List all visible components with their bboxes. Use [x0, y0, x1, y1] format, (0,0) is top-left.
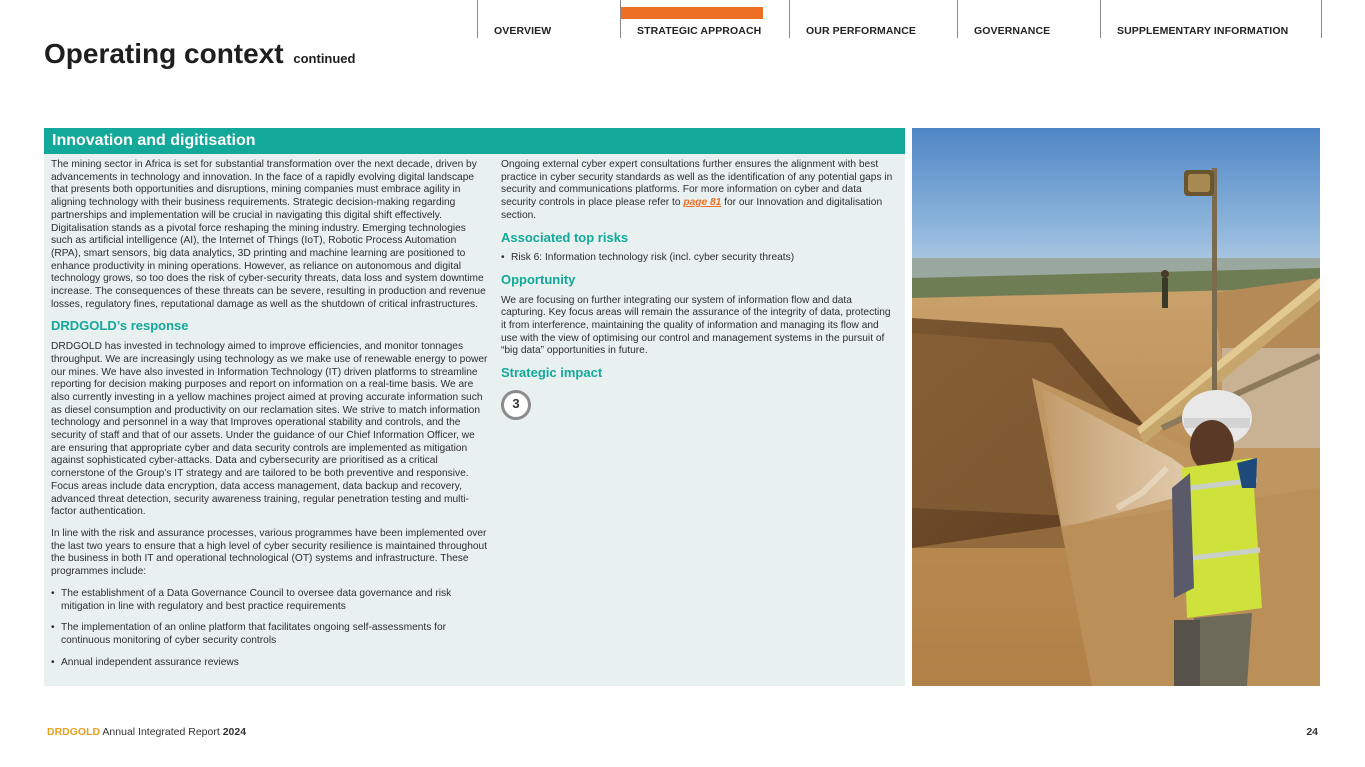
strategic-impact-heading: Strategic impact [501, 365, 603, 381]
tab-governance-label: GOVERNANCE [974, 25, 1051, 37]
footer-report-title [47, 726, 246, 738]
list-item: • The establishment of a Data Governance Council to oversee data governance and risk mitigation in line with regulatory and best practice requirements [51, 588, 488, 613]
tab-overview[interactable] [477, 0, 620, 38]
risk-item: • Risk 6: Information technology risk (incl. cyber security threats) [501, 252, 896, 265]
page-title [44, 38, 355, 70]
left-column [51, 159, 488, 678]
strategic-impact-badge[interactable]: 3 [501, 390, 531, 420]
top-navigation [477, 0, 1322, 38]
tab-our-performance-label: OUR PERFORMANCE [806, 25, 917, 37]
right-column [501, 159, 896, 420]
cyber-text-after: for our Innovation and digitalisation section. [501, 197, 883, 221]
nav-divider [1321, 0, 1322, 38]
panel-heading: Innovation and digitisation [44, 128, 905, 154]
tab-supplementary-information[interactable] [1100, 0, 1321, 38]
footer-year: 2024 [222, 726, 247, 738]
mine-worker-photo [912, 128, 1320, 686]
response-heading: DRDGOLD’s response [51, 318, 189, 334]
page-title-text: Operating context [44, 38, 284, 69]
page-title-suffix: continued [293, 51, 356, 66]
mine-photo-illustration [912, 128, 1320, 686]
cyber-paragraph [501, 159, 896, 223]
page-number: 24 [1306, 726, 1318, 738]
tab-strategic-approach[interactable] [620, 0, 776, 38]
list-item: • The implementation of an online platform that facilitates ongoing self-assessments for continuous monitoring of cyber security controls [51, 622, 488, 647]
risks-heading: Associated top risks [501, 229, 629, 245]
response-paragraph-1: DRDGOLD has invested in technology aimed to improve efficiencies, and monitor tonnages throughput. We are increasingly using technology as we make use of renewable energy to power our mines. We have also invested in Information Technology (IT) driven platforms to streamline reporting for decision making purposes and report on information on a real-time basis. We are also currently investing in a yellow machines project aimed at proving accurate information such as diesel consumption and productivity on our reclamation sites. We strive to match information technology and personnel in a way that Improves operational stability and controls, and the security of staff and that of our assets. Under the guidance of our Chief Information Officer, we are ensuring that appropriate cyber and data security controls are implemented as mitigation against sophisticated cyber-attacks. Data and cybersecurity are prioritised as a critical cornerstone of the Group’s IT strategy and are tailored to be both preventive and responsive. Focus areas include data encryption, data access management, data backup and recovery, advanced threat detection, security awareness training, regular penetration testing and multi-factor authentication. [51, 341, 488, 518]
innovation-panel [44, 128, 905, 686]
intro-paragraph: The mining sector in Africa is set for substantial transformation over the next decade, driven by advancements in technology and innovation. In the face of a rapidly evolving digital landscape that presents both opportunities and disruptions, mining companies must embrace agility in aligning technology with their business requirements. Strategic decision-making regarding partnerships and implementation will be crucial in navigating this digital shift effectively. Digitalisation stands as a pivotal force reshaping the mining industry. Emerging technologies such as artificial intelligence (AI), the Internet of Things (IoT), Robotic Process Automation (RPA), smart sensors, big data analytics, 3D printing and machine learning are positioned to enhance productivity in mining operations. However, as reliance on autonomous and digital technology grows, so too does the risk of cyber-security threats, data loss and system downtime increase. The consequences of these threats can be severe, resulting in production and revenue losses, regulatory fines, reputational damage as well as the shutdown of critical infrastructures. [51, 159, 486, 310]
cyber-text-before: Ongoing external cyber expert consultations further ensures the alignment with best practice in cyber security standards as well as the identification of any potential gaps in security and communications platforms. For more information on cyber and data security controls in place please refer to [501, 159, 893, 209]
active-tab-indicator [621, 7, 763, 19]
opportunity-heading: Opportunity [501, 271, 576, 287]
footer-report-name: Annual Integrated Report [100, 726, 223, 738]
tab-governance[interactable] [957, 0, 1100, 38]
opportunity-paragraph: We are focusing on further integrating our system of information flow and data capturing. Key focus areas will remain the assurance of the integrity of data, protecting it from interference, maintaining the quality of information and managing its flow and use with the view of optimising our control and management systems in the pursuit of “big data” opportunities in future. [501, 294, 891, 357]
tab-supplementary-information-label: SUPPLEMENTARY INFORMATION [1117, 25, 1289, 37]
tab-our-performance[interactable] [789, 0, 957, 38]
tab-overview-label: OVERVIEW [494, 25, 552, 37]
tab-strategic-approach-label: STRATEGIC APPROACH [637, 25, 762, 37]
list-item: • Annual independent assurance reviews [51, 657, 488, 670]
page-81-link[interactable]: page 81 [683, 197, 722, 209]
response-paragraph-2: In line with the risk and assurance processes, various programmes have been implemented over the last two years to ensure that a high level of cyber security resilience is maintained throughout the business in both IT and operational technological (OT) systems and infrastructure. These programmes include: [51, 527, 488, 578]
footer-brand: DRDGOLD [47, 726, 101, 738]
